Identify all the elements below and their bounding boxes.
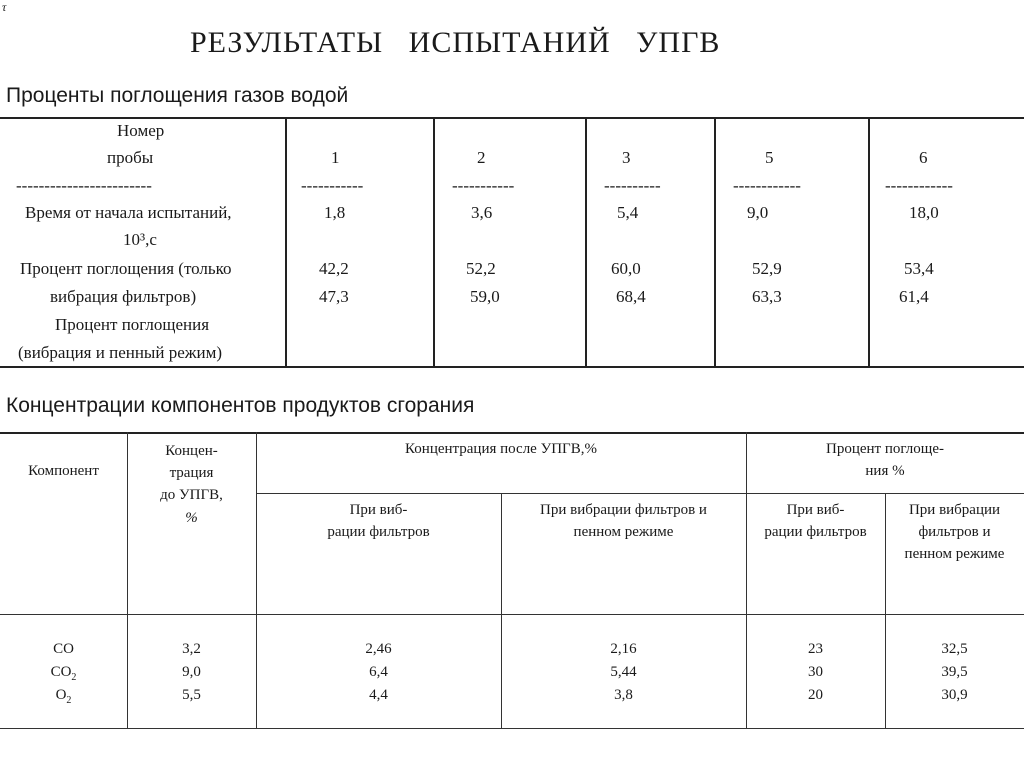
pct-foam-value: 63,3 bbox=[752, 287, 782, 306]
label-time-unit: 10³,с bbox=[123, 230, 157, 249]
header-concentration-before: % bbox=[185, 510, 198, 526]
column-dashes: ------------ bbox=[733, 176, 801, 195]
header-concentration-after: Концентрация после УПГВ,% bbox=[405, 441, 597, 457]
column-dashes: ----------- bbox=[301, 176, 364, 195]
page-title: РЕЗУЛЬТАТЫ ИСПЫТАНИЙ УПГВ bbox=[190, 26, 721, 59]
sample-number: 5 bbox=[765, 148, 774, 167]
pct-vibration-value: 52,9 bbox=[752, 259, 782, 278]
pct-foam-value: 47,3 bbox=[319, 287, 349, 306]
section2-heading: Концентрации компонентов продуктов сгорания bbox=[6, 394, 475, 417]
subheader-pct-vibration: При виб- bbox=[786, 502, 845, 518]
concentration-before: 5,5 bbox=[182, 687, 201, 703]
absorption-foam: 30,9 bbox=[941, 687, 968, 703]
absorption-vibration: 30 bbox=[808, 664, 823, 680]
header-component: Компонент bbox=[28, 463, 99, 479]
component-name: CO bbox=[53, 641, 74, 657]
time-value: 3,6 bbox=[471, 203, 493, 222]
header-absorption-percent: Процент поглоще- bbox=[826, 441, 944, 457]
absorption-vibration: 20 bbox=[808, 687, 823, 703]
pct-vibration-value: 42,2 bbox=[319, 259, 349, 278]
label-pct-foam: (вибрация и пенный режим) bbox=[18, 343, 223, 362]
sample-number: 3 bbox=[622, 148, 631, 167]
subheader-after-foam: пенном режиме bbox=[573, 524, 674, 540]
concentration-after-foam: 3,8 bbox=[614, 687, 633, 703]
concentration-after-vibration: 2,46 bbox=[365, 641, 392, 657]
concentration-before: 9,0 bbox=[182, 664, 201, 680]
time-value: 18,0 bbox=[909, 203, 939, 222]
subheader-after-foam: При вибрации фильтров и bbox=[540, 502, 707, 518]
label-dashes: ------------------------ bbox=[16, 176, 152, 195]
corner-mark: τ bbox=[2, 0, 7, 14]
subheader-pct-foam: При вибрации bbox=[908, 502, 1001, 518]
subheader-pct-foam: фильтров и bbox=[918, 524, 991, 540]
time-value: 9,0 bbox=[747, 203, 769, 222]
concentration-after-foam: 2,16 bbox=[610, 641, 637, 657]
sample-number: 6 bbox=[919, 148, 928, 167]
concentration-after-foam: 5,44 bbox=[610, 664, 637, 680]
header-concentration-before: трация bbox=[169, 465, 214, 481]
column-dashes: ----------- bbox=[452, 176, 515, 195]
label-pct-vibration: вибрация фильтров) bbox=[50, 287, 197, 306]
subheader-after-vibration: рации фильтров bbox=[327, 524, 430, 540]
absorption-vibration: 23 bbox=[808, 641, 823, 657]
pct-vibration-value: 60,0 bbox=[611, 259, 641, 278]
pct-foam-value: 59,0 bbox=[470, 287, 500, 306]
label-pct-vibration: Процент поглощения (только bbox=[20, 259, 232, 278]
absorption-foam: 39,5 bbox=[941, 664, 968, 680]
column-dashes: ---------- bbox=[604, 176, 661, 195]
component-name: $CO_2$ bbox=[50, 664, 77, 683]
subheader-pct-foam: пенном режиме bbox=[904, 546, 1005, 562]
pct-foam-value: 61,4 bbox=[899, 287, 929, 306]
label-sample: пробы bbox=[107, 148, 154, 167]
subheader-after-vibration: При виб- bbox=[349, 502, 408, 518]
column-dashes: ------------ bbox=[885, 176, 953, 195]
sample-number: 2 bbox=[477, 148, 486, 167]
pct-vibration-value: 52,2 bbox=[466, 259, 496, 278]
section1-heading: Проценты поглощения газов водой bbox=[6, 84, 349, 107]
label-time: Время от начала испытаний, bbox=[25, 203, 232, 222]
concentration-after-vibration: 4,4 bbox=[369, 687, 388, 703]
sample-number: 1 bbox=[331, 148, 340, 167]
header-concentration-before: Концен- bbox=[165, 443, 218, 459]
subheader-pct-vibration: рации фильтров bbox=[764, 524, 867, 540]
time-value: 1,8 bbox=[324, 203, 346, 222]
concentration-before: 3,2 bbox=[182, 641, 201, 657]
absorption-foam: 32,5 bbox=[941, 641, 968, 657]
header-absorption-percent: ния % bbox=[865, 463, 905, 479]
label-sample: Номер bbox=[117, 121, 165, 140]
concentration-after-vibration: 6,4 bbox=[369, 664, 388, 680]
time-value: 5,4 bbox=[617, 203, 639, 222]
pct-vibration-value: 53,4 bbox=[904, 259, 934, 278]
header-concentration-before: до УПГВ, bbox=[160, 487, 223, 503]
label-pct-foam: Процент поглощения bbox=[55, 315, 210, 334]
component-name: $O_2$ bbox=[55, 687, 72, 706]
pct-foam-value: 68,4 bbox=[616, 287, 646, 306]
